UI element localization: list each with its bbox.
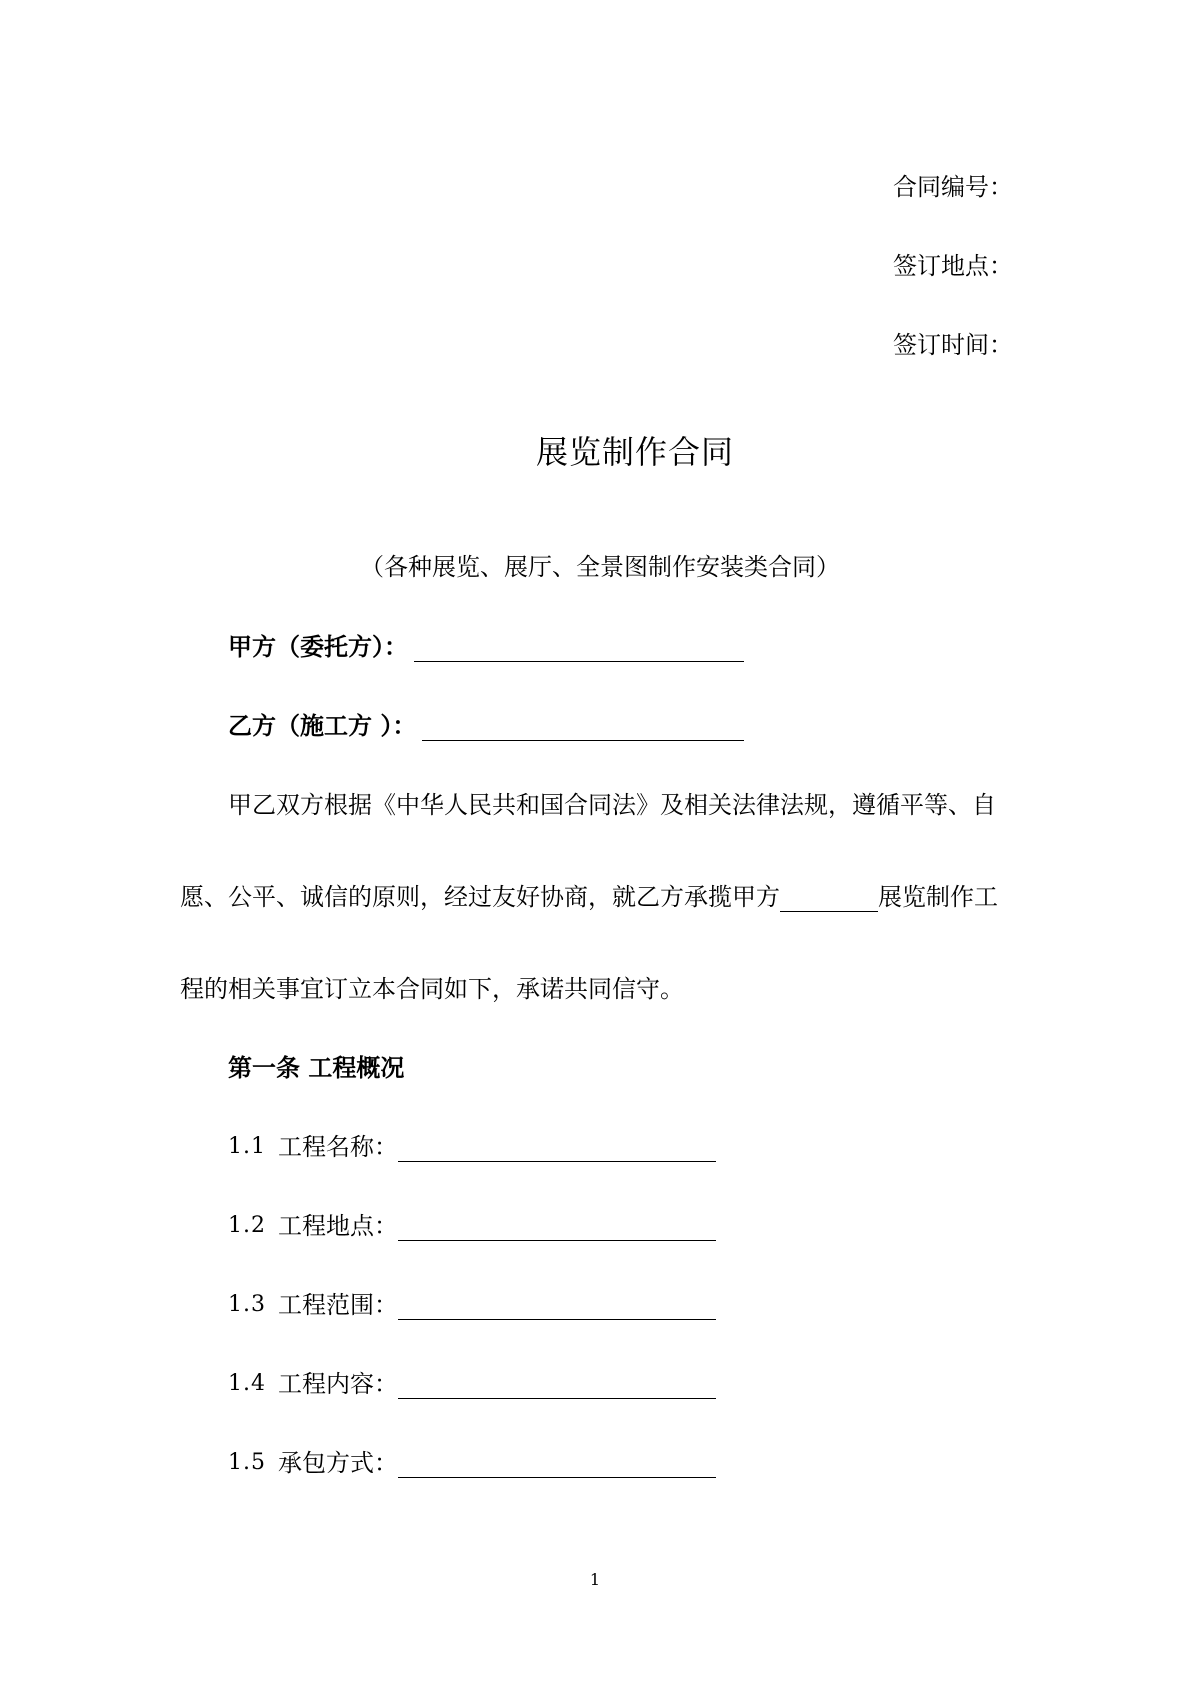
item-blank [398, 1214, 716, 1241]
article-1-item [228, 1369, 716, 1399]
article-1-heading: 第一条 工程概况 [228, 1054, 405, 1082]
item-blank [398, 1372, 716, 1399]
preamble-line-3: 程的相关事宜订立本合同如下，承诺共同信守。 [180, 975, 684, 1003]
preamble-line-2-end: 展览制作工 [878, 883, 998, 911]
item-number: 1.1 [228, 1134, 266, 1159]
article-1-item [228, 1132, 716, 1162]
item-label: 工程范围： [278, 1291, 398, 1319]
signing-time-label: 签订时间： [893, 331, 1013, 359]
item-label: 工程内容： [278, 1370, 398, 1398]
item-number: 1.2 [228, 1213, 266, 1238]
preamble-line-2-start: 愿、公平、诚信的原则，经过友好协商，就乙方承揽甲方 [180, 883, 780, 911]
preamble-line-2 [180, 882, 998, 912]
party-b-label: 乙方（施工方 ）： [228, 712, 417, 740]
item-label: 承包方式： [278, 1449, 398, 1477]
signing-place-label: 签订地点： [893, 252, 1013, 280]
party-b-line [228, 711, 744, 741]
article-1-item [228, 1448, 716, 1478]
party-b-blank [422, 714, 744, 741]
item-number: 1.4 [228, 1371, 266, 1396]
project-name-blank [780, 885, 878, 912]
document-subtitle: （各种展览、展厅、全景图制作安装类合同） [360, 553, 840, 581]
party-a-line [228, 632, 744, 662]
party-a-label: 甲方（委托方）： [228, 633, 408, 661]
page-number: 1 [589, 1570, 601, 1589]
item-label: 工程名称： [278, 1133, 398, 1161]
item-blank [398, 1451, 716, 1478]
article-1-item [228, 1211, 716, 1241]
contract-number-label: 合同编号： [893, 173, 1013, 201]
item-number: 1.3 [228, 1292, 266, 1317]
item-number: 1.5 [228, 1450, 266, 1475]
item-blank [398, 1135, 716, 1162]
party-a-blank [414, 635, 744, 662]
article-1-item [228, 1290, 716, 1320]
preamble-line-1: 甲乙双方根据《中华人民共和国合同法》及相关法律法规，遵循平等、自 [228, 791, 996, 819]
document-title: 展览制作合同 [535, 433, 734, 471]
item-label: 工程地点： [278, 1212, 398, 1240]
item-blank [398, 1293, 716, 1320]
